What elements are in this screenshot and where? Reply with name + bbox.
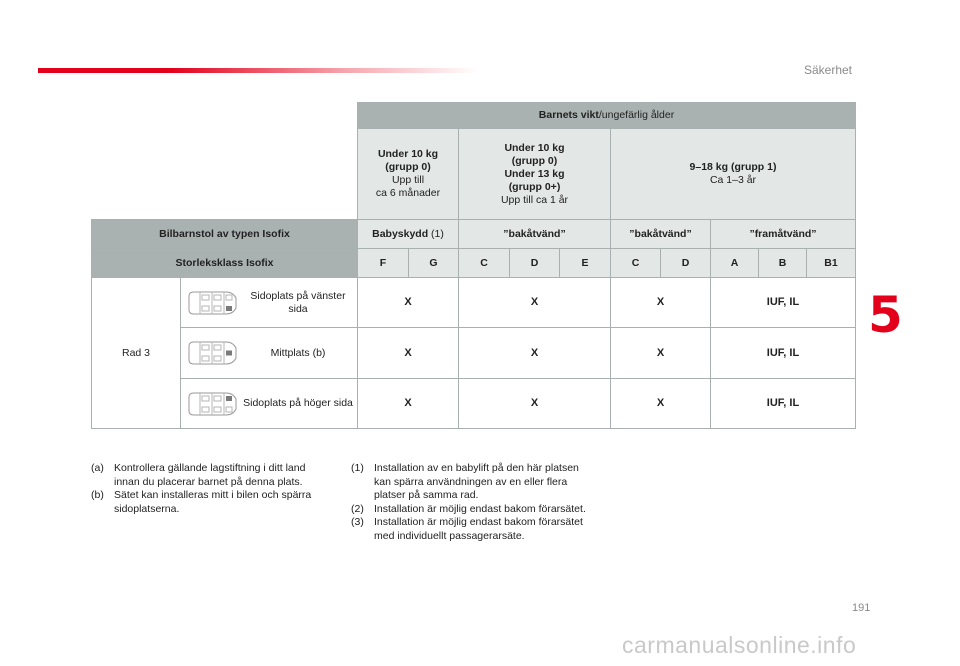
- chapter-number: 5: [868, 286, 903, 344]
- top-accent-bar: [38, 68, 478, 73]
- footnote: (b) Sätet kan installeras mitt i bilen och spärra sidoplatserna.: [91, 489, 312, 515]
- seat-left: Sidoplats på vänster sida: [181, 278, 358, 328]
- seat-right: Sidoplats på höger sida: [181, 379, 358, 429]
- isofix-type-label: Bilbarnstol av typen Isofix: [92, 220, 358, 249]
- size-class: C: [611, 249, 661, 278]
- size-class: E: [560, 249, 611, 278]
- page-number: 191: [852, 602, 871, 614]
- type-bakatvand-2: ”bakåtvänd”: [611, 220, 711, 249]
- car-seat-middle-icon: [186, 340, 238, 366]
- footnote: (1) Installation av en babylift på den här platsen kan spärra användningen av en eller flera platser på samma rad.: [351, 462, 579, 501]
- car-seat-left-icon: [186, 290, 238, 316]
- section-title: Säkerhet: [803, 63, 852, 77]
- weight-header: Barnets vikt/ungefärlig ålder: [358, 103, 856, 129]
- type-framatvand: ”framåtvänd”: [711, 220, 856, 249]
- row-label: Rad 3: [92, 278, 181, 429]
- table-row: Mittplats (b) X X X IUF, IL: [92, 328, 856, 379]
- footnote: (2) Installation är möjlig endast bakom förarsätet.: [351, 502, 586, 515]
- notes-right: [351, 462, 591, 543]
- seat-middle: Mittplats (b): [181, 328, 358, 379]
- size-class: D: [661, 249, 711, 278]
- type-babyskydd: Babyskydd (1): [358, 220, 459, 249]
- size-class: B: [759, 249, 807, 278]
- size-class: D: [510, 249, 560, 278]
- size-class: B1: [807, 249, 856, 278]
- watermark: carmanualsonline.info: [622, 632, 857, 658]
- weight-group-0: Under 10 kg (grupp 0) Upp till ca 6 månader: [358, 129, 459, 220]
- car-seat-right-icon: [186, 391, 238, 417]
- footnote: (a) Kontrollera gällande lagstiftning i ditt land innan du placerar barnet på denna plats.: [91, 462, 306, 488]
- table-row: Rad 3 Sidoplats på vänster sida X X X IUF, IL: [92, 278, 856, 328]
- table-row: Sidoplats på höger sida X X X IUF, IL: [92, 379, 856, 429]
- size-class: C: [459, 249, 510, 278]
- size-class: G: [409, 249, 459, 278]
- size-class-label: Storleksklass Isofix: [92, 249, 358, 278]
- size-class: A: [711, 249, 759, 278]
- isofix-table: [91, 102, 856, 429]
- footnote: (3) Installation är möjlig endast bakom förarsätet med individuellt passagerarsäte.: [351, 516, 583, 542]
- size-class: F: [358, 249, 409, 278]
- weight-group-0plus: Under 10 kg (grupp 0) Under 13 kg (grupp 0+) Upp till ca 1 år: [459, 129, 611, 220]
- notes-left: [91, 462, 331, 516]
- type-bakatvand-1: ”bakåtvänd”: [459, 220, 611, 249]
- weight-group-1: 9–18 kg (grupp 1) Ca 1–3 år: [611, 129, 856, 220]
